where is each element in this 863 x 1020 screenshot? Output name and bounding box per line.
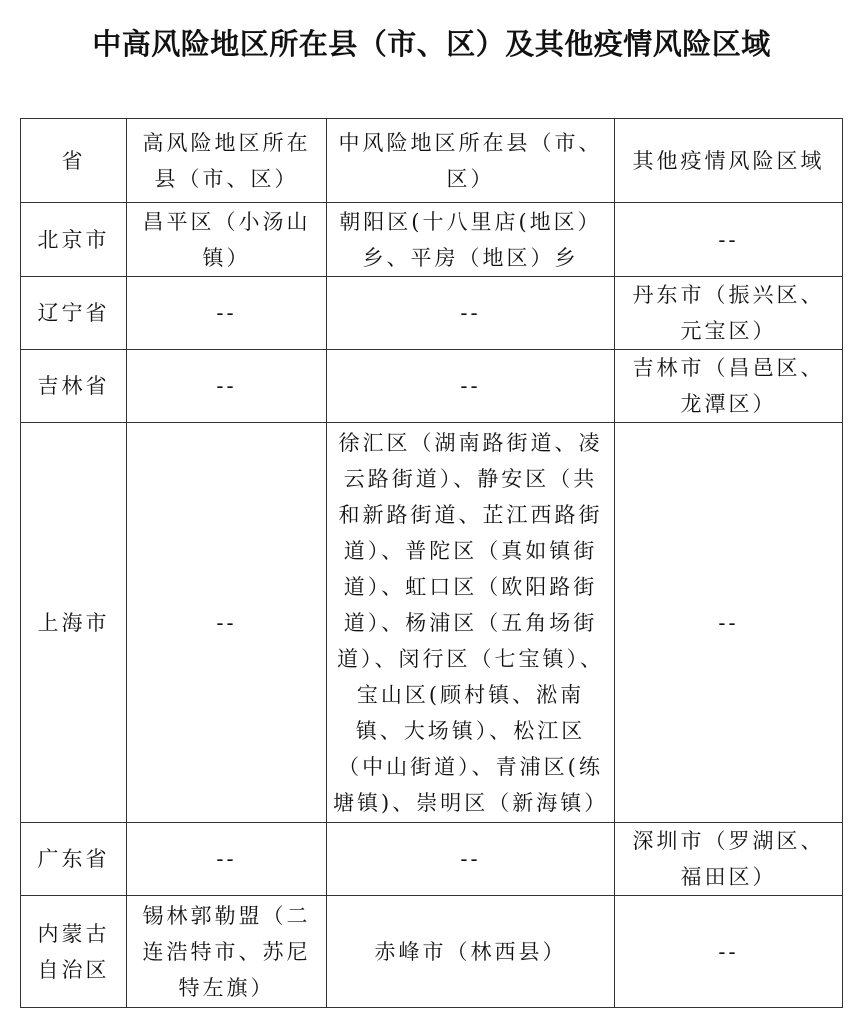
cell-province: 内蒙古自治区: [21, 896, 127, 1008]
header-province: 省: [21, 119, 127, 203]
cell-other-risk: 深圳市（罗湖区、福田区）: [615, 823, 843, 896]
table-row: [21, 203, 843, 277]
cell-province: 北京市: [21, 203, 127, 277]
cell-medium-risk: --: [327, 277, 615, 350]
cell-medium-risk: 赤峰市（林西县）: [327, 896, 615, 1008]
header-high-risk: 高风险地区所在县（市、区）: [127, 119, 327, 203]
cell-high-risk: --: [127, 277, 327, 350]
cell-medium-risk: 徐汇区（湖南路街道、凌云路街道）、静安区（共和新路街道、芷江西路街道）、普陀区（真如镇街道）、虹口区（欧阳路街道）、杨浦区（五角场街道）、闵行区（七宝镇）、宝山区(顾村镇、淞南镇、大场镇）、松江区（中山街道）、青浦区(练塘镇)、崇明区（新海镇）: [327, 423, 615, 823]
table-row: [21, 896, 843, 1008]
cell-other-risk: 吉林市（昌邑区、龙潭区）: [615, 350, 843, 423]
cell-medium-risk: --: [327, 350, 615, 423]
cell-high-risk: --: [127, 823, 327, 896]
table-row: [21, 823, 843, 896]
cell-other-risk: --: [615, 423, 843, 823]
cell-high-risk: --: [127, 350, 327, 423]
page-title: 中高风险地区所在县（市、区）及其他疫情风险区域: [92, 27, 771, 61]
cell-other-risk: 丹东市（振兴区、元宝区）: [615, 277, 843, 350]
risk-table: [20, 118, 843, 1008]
table-row: [21, 277, 843, 350]
cell-medium-risk: --: [327, 823, 615, 896]
table-row: [21, 423, 843, 823]
header-other-risk: 其他疫情风险区域: [615, 119, 843, 203]
cell-province: 上海市: [21, 423, 127, 823]
cell-high-risk: --: [127, 423, 327, 823]
cell-medium-risk: 朝阳区(十八里店(地区）乡、平房（地区）乡: [327, 203, 615, 277]
cell-province: 广东省: [21, 823, 127, 896]
cell-high-risk: 昌平区（小汤山镇）: [127, 203, 327, 277]
header-medium-risk: 中风险地区所在县（市、区）: [327, 119, 615, 203]
cell-other-risk: --: [615, 896, 843, 1008]
cell-province: 辽宁省: [21, 277, 127, 350]
table-row: [21, 350, 843, 423]
cell-other-risk: --: [615, 203, 843, 277]
cell-province: 吉林省: [21, 350, 127, 423]
cell-high-risk: 锡林郭勒盟（二连浩特市、苏尼特左旗）: [127, 896, 327, 1008]
table-header-row: [21, 119, 843, 203]
